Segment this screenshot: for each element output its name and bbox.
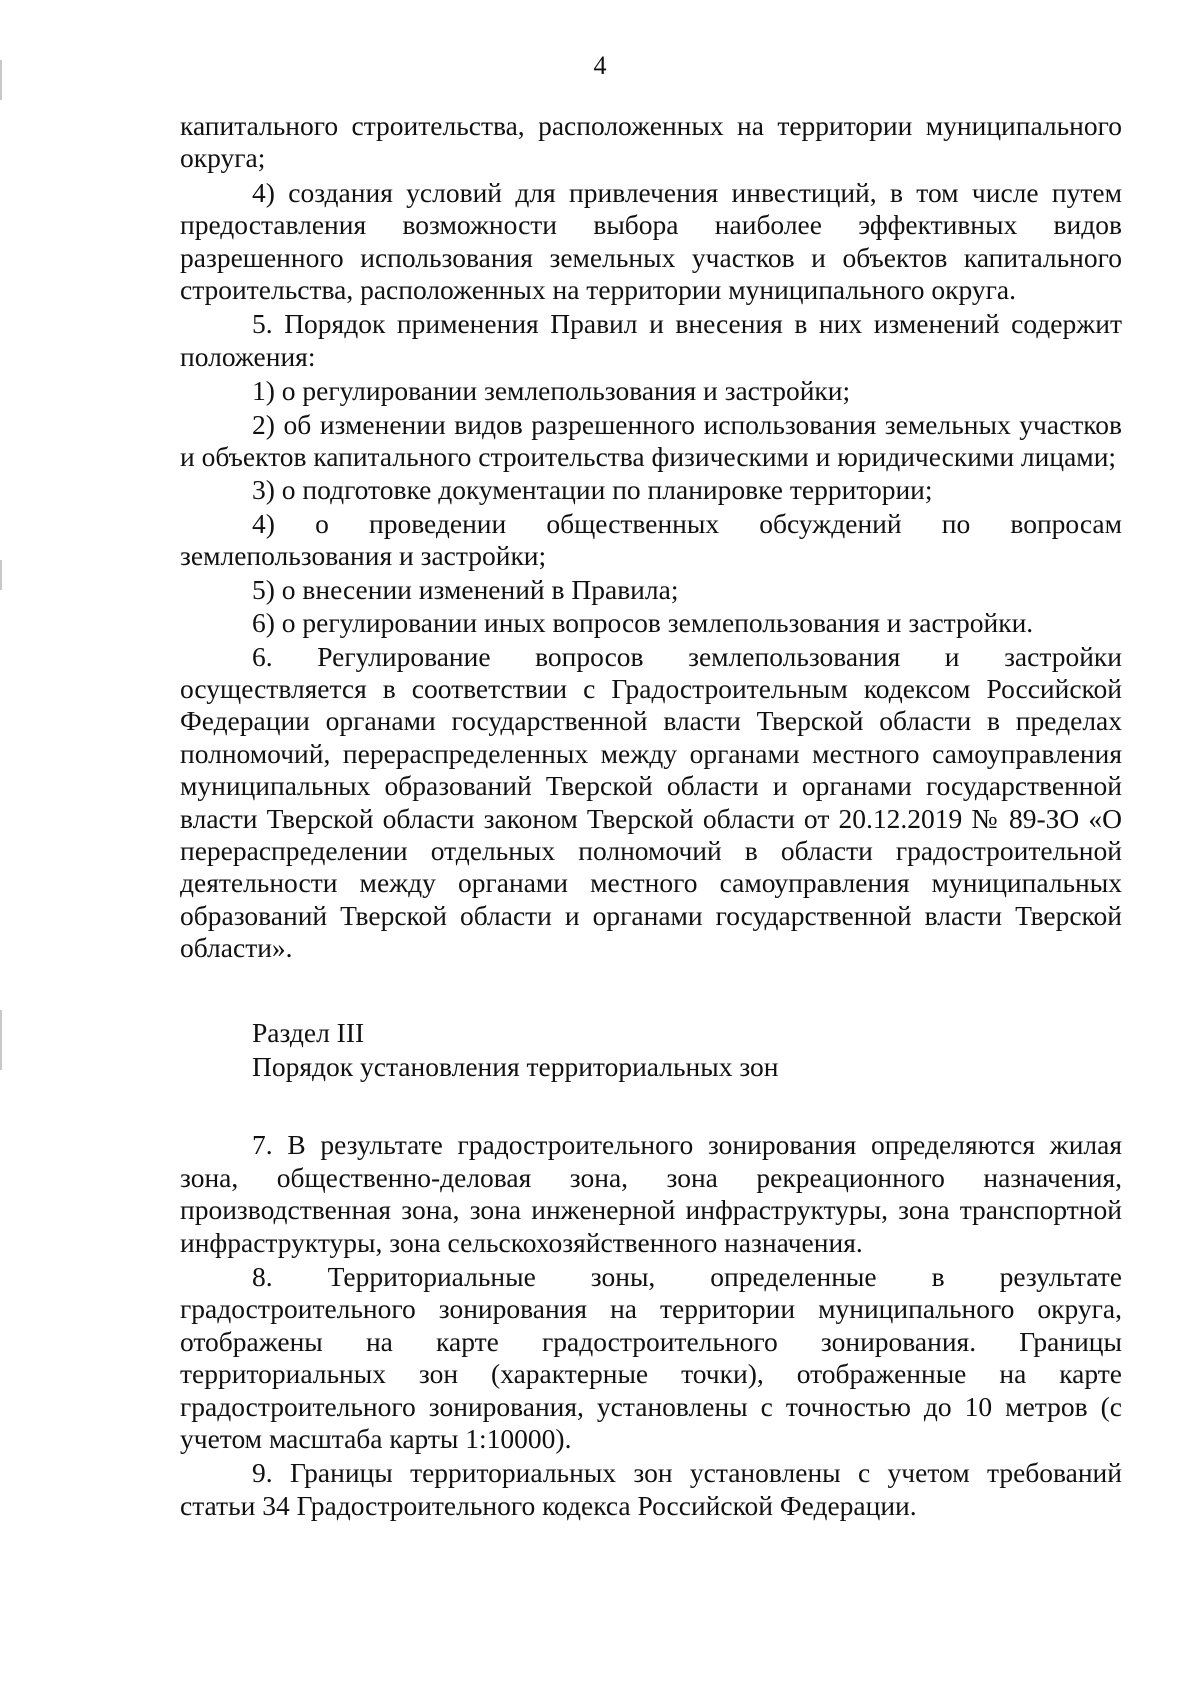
- paragraph-8: 8. Территориальные зоны, определенные в результате градостроительного зонирования на территории муниципального округа, отображены на карте градостроительного зонирования. Границы территориальных зон (характерные точки), отображенные на карте градостроительного зонирования, установлены с точностью до 10 метров (с учетом масштаба карты 1:10000).: [180, 1261, 1122, 1455]
- list-item-5-2: 2) об изменении видов разрешенного использования земельных участков и объектов капитального строительства физическими и юридическими лицами;: [180, 408, 1122, 473]
- scan-edge-mark: [0, 560, 2, 590]
- list-item-5-3: 3) о подготовке документации по планировке территории;: [252, 474, 933, 506]
- paragraph-continuation: капитального строительства, расположенных на территории муниципального округа;: [180, 110, 1122, 174]
- paragraph-7: 7. В результате градостроительного зонирования определяются жилая зона, общественно-деловая зона, зона рекреационного назначения, производственная зона, зона инженерной инфраструктуры, зона транспортной инфраструктуры, зона сельскохозяйственного назначения.: [180, 1129, 1122, 1258]
- scan-edge-mark: [0, 1010, 2, 1070]
- list-item-5-5: 5) о внесении изменений в Правила;: [252, 573, 679, 605]
- paragraph-item-4-investments: 4) создания условий для привлечения инвестиций, в том числе путем предоставления возможности выбора наиболее эффективных видов разрешенного использования земельных участков и объектов капитального строительства, расположенных на территории муниципального округа.: [180, 176, 1122, 306]
- section-title: Порядок установления территориальных зон: [252, 1050, 779, 1082]
- document-body: [180, 110, 1122, 1524]
- page-number: 4: [593, 51, 607, 80]
- paragraph-9: 9. Границы территориальных зон установлены с учетом требований статьи 34 Градостроительного кодекса Российской Федерации.: [180, 1457, 1122, 1521]
- list-item-5-6: 6) о регулировании иных вопросов землепользования и застройки.: [252, 607, 1034, 639]
- list-item-5-4: 4) о проведении общественных обсуждений по вопросам землепользования и застройки;: [180, 507, 1122, 572]
- paragraph-6: 6. Регулирование вопросов землепользования и застройки осуществляется в соответствии с Градостроительным кодексом Российской Федерации органами государственной власти Тверской области в пределах полномочий, перераспределенных между органами местного самоуправления муниципальных образований Тверской области и органами государственной власти Тверской области законом Тверской области от 20.12.2019 № 89-ЗО «О перераспределении отдельных полномочий в области градостроительной деятельности между органами местного самоуправления муниципальных образований Тверской области и органами государственной власти Тверской области».: [180, 640, 1122, 964]
- section-number: Раздел III: [252, 1016, 365, 1048]
- paragraph-5: 5. Порядок применения Правил и внесения в них изменений содержит положения:: [180, 308, 1122, 372]
- section-heading-block: [180, 1017, 1122, 1084]
- list-item-5-1: 1) о регулировании землепользования и застройки;: [252, 375, 851, 407]
